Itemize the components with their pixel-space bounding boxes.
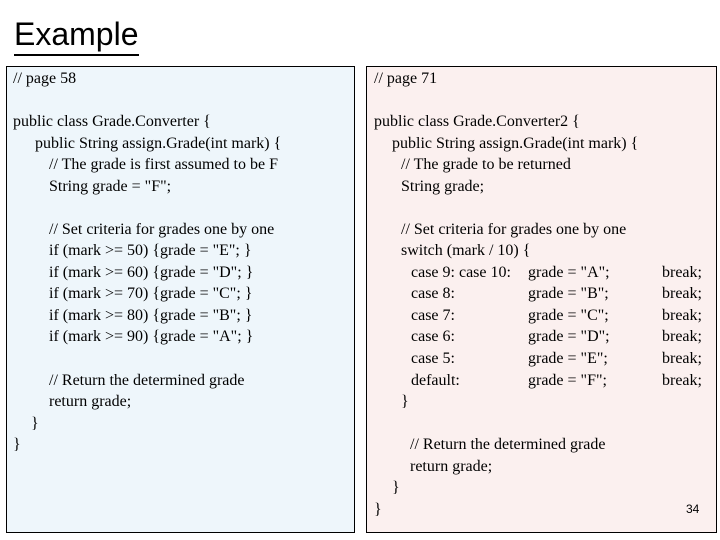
code-comment: // Set criteria for grades one by one bbox=[49, 221, 275, 238]
code-line: String grade = "F"; bbox=[49, 178, 172, 195]
case-assignment: grade = "A"; bbox=[528, 264, 610, 281]
page-reference-comment: // page 58 bbox=[13, 70, 77, 87]
page-reference-comment: // page 71 bbox=[374, 70, 438, 87]
case-break: break; bbox=[662, 328, 702, 345]
slide-title: Example bbox=[14, 14, 139, 56]
case-assignment: grade = "E"; bbox=[528, 350, 608, 367]
case-break: break; bbox=[662, 350, 702, 367]
class-declaration: public class Grade.Converter { bbox=[13, 113, 211, 130]
code-comment: // Set criteria for grades one by one bbox=[401, 221, 627, 238]
case-label: case 8: bbox=[411, 285, 455, 302]
if-statement: if (mark >= 50) {grade = "E"; } bbox=[49, 242, 252, 259]
closing-brace: } bbox=[13, 436, 21, 453]
return-statement: return grade; bbox=[49, 393, 132, 410]
case-break: break; bbox=[662, 372, 702, 389]
case-assignment: grade = "B"; bbox=[528, 285, 609, 302]
case-break: break; bbox=[662, 307, 702, 324]
code-comment: // Return the determined grade bbox=[49, 372, 245, 389]
case-assignment: grade = "C"; bbox=[528, 307, 609, 324]
return-statement: return grade; bbox=[410, 458, 493, 475]
closing-brace: } bbox=[374, 501, 382, 518]
method-declaration: public String assign.Grade(int mark) { bbox=[35, 135, 282, 152]
code-comment: // Return the determined grade bbox=[410, 436, 606, 453]
switch-statement: switch (mark / 10) { bbox=[401, 242, 531, 259]
case-break: break; bbox=[662, 264, 702, 281]
code-line: String grade; bbox=[401, 178, 485, 195]
class-declaration: public class Grade.Converter2 { bbox=[374, 113, 580, 130]
case-break: break; bbox=[662, 285, 702, 302]
code-comment: // The grade is first assumed to be F bbox=[49, 156, 278, 173]
case-assignment: grade = "D"; bbox=[528, 328, 610, 345]
if-statement: if (mark >= 60) {grade = "D"; } bbox=[49, 264, 254, 281]
code-panel-right bbox=[366, 66, 717, 533]
if-statement: if (mark >= 90) {grade = "A"; } bbox=[49, 328, 254, 345]
code-panel-left bbox=[6, 66, 355, 533]
method-declaration: public String assign.Grade(int mark) { bbox=[392, 135, 639, 152]
page-number: 34 bbox=[686, 502, 700, 516]
case-label: case 6: bbox=[411, 328, 455, 345]
case-label: case 5: bbox=[411, 350, 455, 367]
case-label: default: bbox=[411, 372, 460, 389]
closing-brace: } bbox=[401, 393, 409, 410]
if-statement: if (mark >= 80) {grade = "B"; } bbox=[49, 307, 253, 324]
code-comment: // The grade to be returned bbox=[401, 156, 571, 173]
case-label: case 7: bbox=[411, 307, 455, 324]
if-statement: if (mark >= 70) {grade = "C"; } bbox=[49, 285, 253, 302]
case-assignment: grade = "F"; bbox=[528, 372, 607, 389]
closing-brace: } bbox=[392, 479, 400, 496]
case-label: case 9: case 10: bbox=[411, 264, 511, 281]
closing-brace: } bbox=[31, 415, 39, 432]
